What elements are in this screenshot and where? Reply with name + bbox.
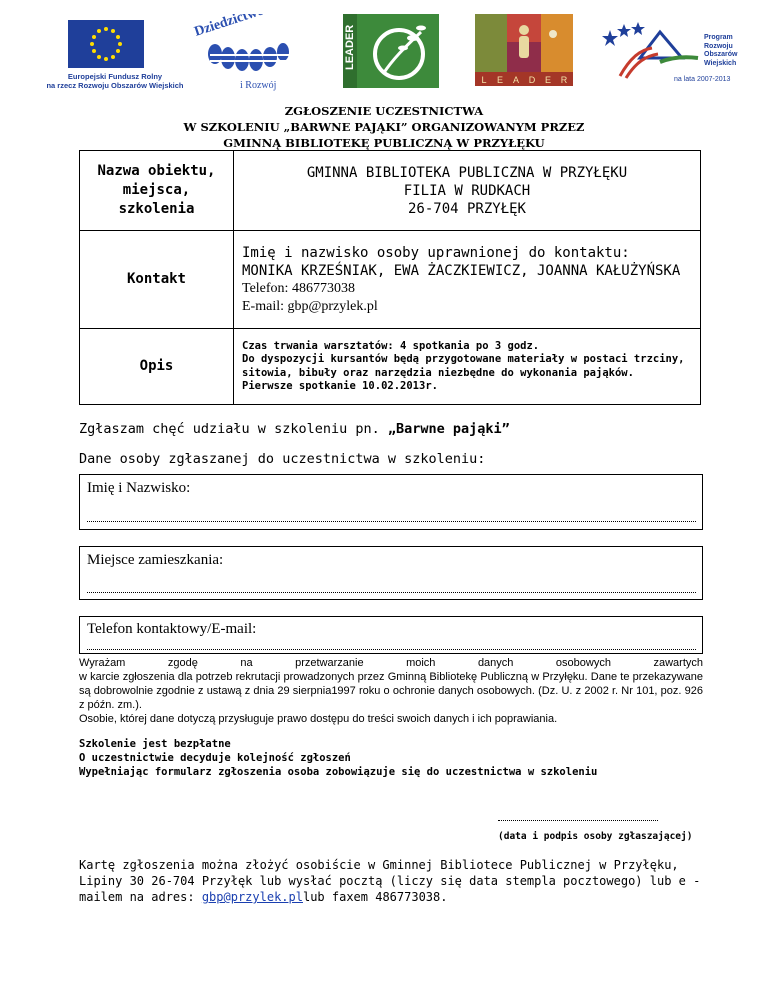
eu-agricultural-fund-logo (40, 20, 184, 90)
dziedzictwo-wordmark: Dziedzictwo (192, 14, 267, 40)
consent-clause (79, 656, 703, 726)
prow-line: Program (704, 34, 733, 41)
contact-email: E-mail: gbp@przylek.pl (242, 298, 378, 314)
eu-caption-line1: Europejski Fundusz Rolny (67, 72, 163, 81)
table-row (80, 231, 701, 329)
contact-field[interactable] (79, 616, 703, 654)
object-label (80, 151, 234, 231)
description-line: Czas trwania warsztatów: 4 spotkania po 3 godz. (242, 339, 540, 352)
prow-line: Obszarów (704, 51, 738, 59)
form-title-line3: GMINNĄ BIBLIOTEKĘ PUBLICZNĄ W PRZYŁĘKU (223, 136, 545, 150)
note-free: Szkolenie jest bezpłatne (79, 738, 231, 750)
object-value (234, 151, 701, 231)
object-label-text: Nazwa obiektu, miejsca, szkolenia (97, 163, 216, 217)
training-info-table (79, 150, 701, 405)
address-field-label: Miejsce zamieszkania: (87, 552, 224, 568)
leader-letter: E (496, 75, 504, 85)
submission-fax: lub faxem 486773038. (302, 890, 448, 904)
signature-line[interactable] (498, 820, 658, 821)
prow-years: na lata 2007-2013 (674, 76, 731, 83)
leader-letter: R (560, 75, 568, 85)
object-line: 26-704 PRZYŁĘK (407, 200, 526, 217)
name-field-label: Imię i Nazwisko: (87, 480, 191, 496)
description-label: Opis (80, 329, 234, 405)
prow-line: Rozwoju (704, 42, 733, 50)
leader-vertical-text: LEADER (344, 24, 356, 70)
leader-letter: A (512, 75, 520, 85)
leader-logo-colour-blocks (475, 14, 573, 86)
signature-caption: (data i podpis osoby zgłaszającej) (498, 831, 693, 842)
contact-field-label: Telefon kontaktowy/E-mail: (87, 621, 257, 637)
consent-rights: Osobie, której dane dotyczą przysługuje prawo dostępu do treści swoich danych i ich poprawiania. (79, 713, 558, 725)
contact-label: Kontakt (80, 231, 234, 329)
consent-line: Wyrażam zgodę na przetwarzanie moich danych osobowych zawartych (79, 657, 703, 669)
declaration (79, 421, 510, 437)
table-row (80, 151, 701, 231)
note-order: O uczestnictwie decyduje kolejność zgłoszeń (79, 752, 351, 764)
contact-field-dotted-line (87, 648, 696, 650)
eu-flag-icon (68, 20, 144, 68)
object-line: GMINNA BIBLIOTEKA PUBLICZNA W PRZYŁĘKU (306, 164, 628, 181)
name-field[interactable] (79, 474, 703, 530)
leader-letter: D (528, 75, 536, 85)
logo-strip (0, 0, 768, 90)
dziedzictwo-i-rozwoj-logo (190, 14, 310, 94)
declaration-text: Zgłaszam chęć udziału w szkoleniu pn. (79, 421, 388, 437)
form-title-line2: W SZKOLENIU „BARWNE PAJĄKI” ORGANIZOWANYM PRZEZ (183, 120, 585, 134)
leader-letter: E (544, 75, 552, 85)
eu-caption-line2: na rzecz Rozwoju Obszarów Wiejskich (46, 81, 184, 90)
leader-logo-green (343, 14, 439, 88)
eu-caption (40, 72, 190, 90)
training-notes (79, 737, 597, 779)
description-line: Pierwsze spotkanie 10.02.2013r. (242, 379, 438, 392)
address-field[interactable] (79, 546, 703, 600)
person-intro: Dane osoby zgłaszanej do uczestnictwa w szkoleniu: (79, 451, 486, 467)
contact-value (234, 231, 701, 329)
description-line: Do dyspozycji kursantów będą przygotowane materiały w postaci trzciny, sitowia, bibuły oraz narzędzia niezbędne do wykonania pająków. (242, 353, 685, 379)
name-field-dotted-line (87, 520, 696, 522)
prow-line: Wiejskich (704, 59, 737, 67)
table-row (80, 329, 701, 405)
contact-phone: Telefon: 486773038 (242, 280, 355, 296)
note-commitment: Wypełniając formularz zgłoszenia osoba zobowiązuje się do uczestnictwa w szkoleniu (79, 766, 598, 778)
address-field-dotted-line (87, 591, 696, 593)
contact-names: MONIKA KRZEŚNIAK, EWA ŻACZKIEWICZ, JOANNA KAŁUŻYŃSKA (242, 262, 681, 279)
email-link[interactable]: gbp@przylek.pl (201, 890, 303, 904)
form-title-line1: ZGŁOSZENIE UCZESTNICTWA (284, 104, 484, 118)
contact-heading: Imię i nazwisko osoby uprawnionej do kontaktu: (242, 244, 630, 261)
description-value (234, 329, 701, 405)
submission-info (79, 857, 703, 905)
rozwoj-wordmark: i Rozwój (240, 80, 277, 91)
prow-wordmark (704, 34, 737, 68)
consent-body: w karcie zgłoszenia dla potrzeb rekrutacji prowadzonych przez Gminną Bibliotekę Publiczną w Przyłęku. Dane te przekazywane są dobrowolnie zgodnie z ustawą z dnia 29 sierpnia1997 roku o ochronie danych osobowych. (Dz. U. z 2002 r. Nr 101, poz. 926 z późn. zm.). (79, 671, 703, 711)
training-name: „Barwne pająki” (387, 421, 510, 437)
submission-text: Kartę zgłoszenia można złożyć osobiście w Gminnej Bibliotece Publicznej w Przyłęku, Lipiny 30 26-704 Przyłęk lub wysłać pocztą (liczy się data stempla pocztowego) lub e - mailem na adres: (79, 858, 701, 904)
prow-2007-2013-logo (600, 18, 750, 88)
leader-letter: L (481, 75, 487, 85)
object-line: FILIA W RUDKACH (403, 182, 531, 199)
